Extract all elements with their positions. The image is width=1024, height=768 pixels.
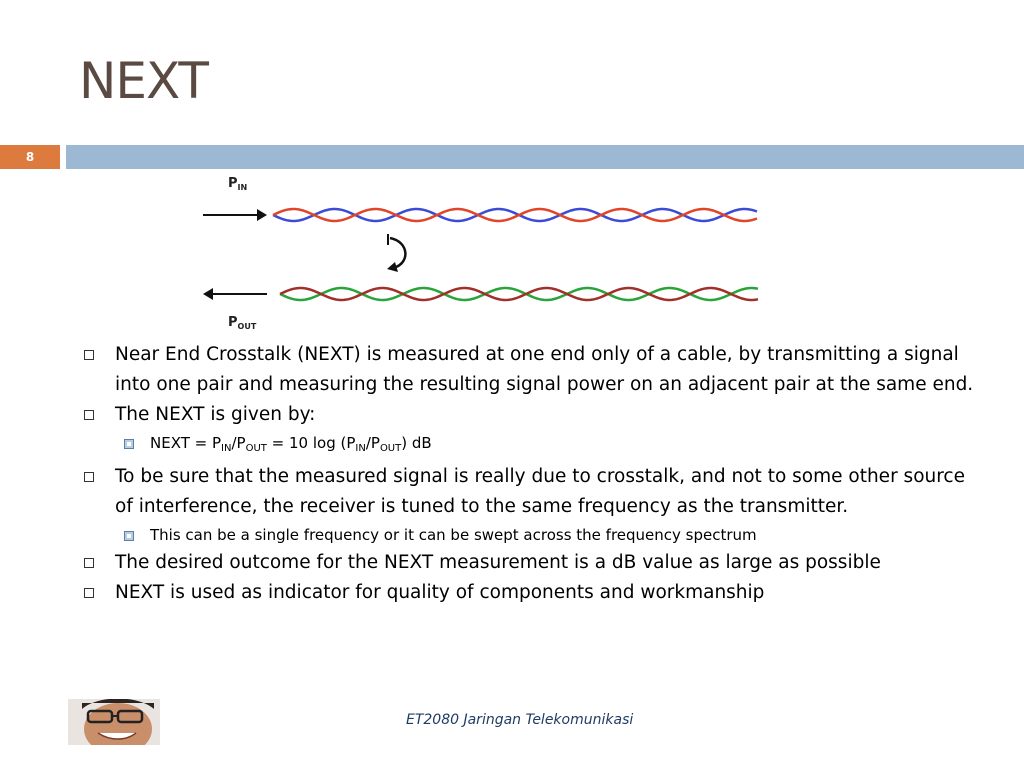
square-bullet-icon xyxy=(84,472,94,482)
input-arrow-icon xyxy=(203,209,267,221)
presenter-photo-image xyxy=(68,699,160,745)
bullet-list xyxy=(80,340,980,608)
footer-course-title: ET2080 Jaringan Telekomunikasi xyxy=(406,712,634,728)
square-bullet-icon xyxy=(84,350,94,360)
square-bullet-icon xyxy=(84,558,94,568)
header-bar xyxy=(66,145,1024,169)
presenter-photo xyxy=(68,699,160,745)
square-bullet-icon xyxy=(84,410,94,420)
list-item: The desired outcome for the NEXT measurement is a dB value as large as possible xyxy=(80,548,980,578)
square-bullet-icon xyxy=(84,588,94,598)
list-item: The NEXT is given by: xyxy=(80,400,980,430)
list-item: Near End Crosstalk (NEXT) is measured at one end only of a cable, by transmitting a signal into one pair and measuring the resulting signal power on an adjacent pair at the same end. xyxy=(80,340,980,400)
bottom-twisted-pair xyxy=(280,288,758,300)
coupling-arrow-icon xyxy=(387,234,405,272)
sub-list-item: This can be a single frequency or it can be swept across the frequency spectrum xyxy=(80,522,980,548)
top-twisted-pair xyxy=(273,209,757,221)
pout-label: $P_{OUT}$ xyxy=(228,315,257,331)
slide-title: NEXT xyxy=(79,52,208,110)
pin-label: $P_{IN}$ xyxy=(228,176,248,192)
sub-bullet-icon xyxy=(124,439,134,449)
formula-item: NEXT = $P_{IN}/P_{OUT} = 10$ $\log (P_{IN}/P_{OUT})$ dB xyxy=(80,430,980,462)
twisted-pair-illustration xyxy=(195,172,765,337)
crosstalk-diagram xyxy=(195,172,765,337)
list-item: To be sure that the measured signal is really due to crosstalk, and not to some other source of interference, the receiver is tuned to the same frequency as the transmitter. xyxy=(80,462,980,522)
sub-bullet-icon xyxy=(124,531,134,541)
slide-number: 8 xyxy=(25,150,35,164)
output-arrow-icon xyxy=(203,288,267,300)
list-item: NEXT is used as indicator for quality of components and workmanship xyxy=(80,578,980,608)
